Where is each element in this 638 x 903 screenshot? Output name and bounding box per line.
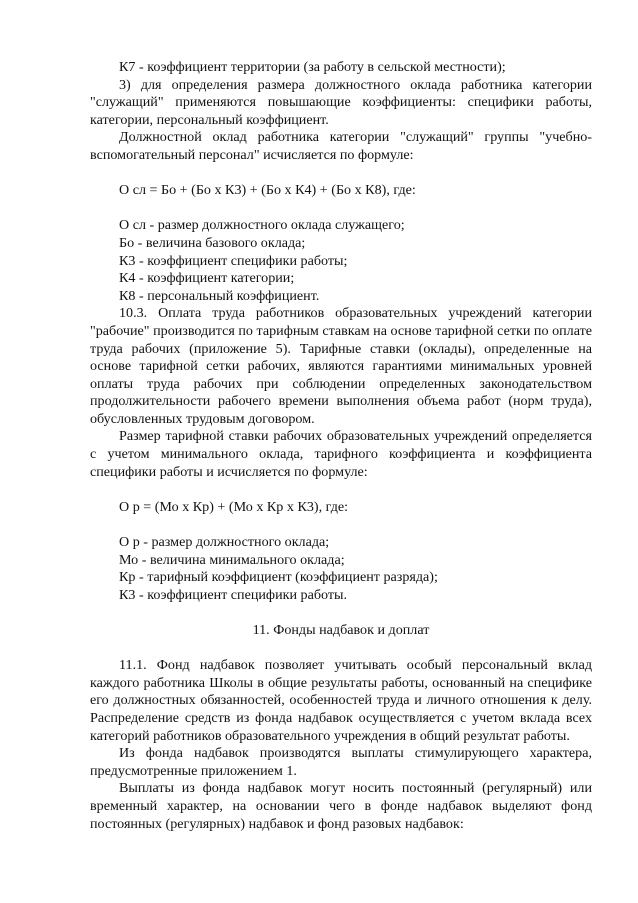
paragraph-10-3: 10.3. Оплата труда работников образовательных учреждений категории "рабочие" производится по тарифным ставкам на основе тарифной сетки по оплате труда рабочих (приложение 5). Тарифные ставки (оклады), определенные на основе тарифной сетки рабочих, являются гарантиями минимальных уровней оплаты труда рабочих при соблюдении определенных законодательством продолжительности рабочего времени выполнения объема работ (норм труда), обусловленных трудовым договором. bbox=[90, 305, 592, 427]
definition-item: К3 - коэффициент специфики работы. bbox=[119, 586, 348, 603]
spacer bbox=[90, 640, 592, 658]
formula-employee-salary: О сл = Бо + (Бо х К3) + (Бо х К4) + (Бо х К8), где: bbox=[119, 182, 416, 199]
section-title: 11. Фонды надбавок и доплат bbox=[252, 622, 430, 638]
paragraph-salary-formula-intro: Должностной оклад работника категории "служащий" группы "учебно-вспомогательный персонал" исчисляется по формуле: bbox=[90, 129, 592, 163]
definition-item: О сл - размер должностного оклада служащего; bbox=[119, 217, 405, 234]
paragraph-tariff-rate: Размер тарифной ставки рабочих образовательных учреждений определяется с учетом минимального оклада, тарифного коэффициента и коэффициента специфики работы и исчисляется по формуле: bbox=[90, 428, 592, 480]
formula-worker-rate: О р = (Мо х Кр) + (Мо х Кр х К3), где: bbox=[119, 498, 349, 515]
document-page bbox=[90, 59, 592, 833]
paragraph-coefficients: 3) для определения размера должностного оклада работника категории "служащий" применяются повышающие коэффициенты: специфики работы, категории, персональный коэффициент. bbox=[90, 76, 592, 128]
definition-item: Мо - величина минимального оклада; bbox=[119, 551, 345, 568]
definition-item: К3 - коэффициент специфики работы; bbox=[119, 252, 348, 269]
spacer bbox=[90, 516, 592, 534]
paragraph-payments: Выплаты из фонда надбавок могут носить постоянный (регулярный) или временный характер, на основании чего в фонде надбавок выделяют фонд постоянных (регулярных) надбавок и фонд разовых надбавок: bbox=[90, 780, 592, 832]
definition-item: Кр - тарифный коэффициент (коэффициент разряда); bbox=[119, 569, 438, 586]
definition-item: Бо - величина базового оклада; bbox=[119, 234, 306, 251]
paragraph-11-1: 11.1. Фонд надбавок позволяет учитывать особый персональный вклад каждого работника Школы в общие результаты работы, основанный на специфике его должностных обязанностей, особенностей труда и личного отношения к делу. Распределение средств из фонда надбавок осуществляется с учетом вклада всех категорий работников образовательного учреждения в общий результат работы. bbox=[90, 657, 592, 744]
definition-item: К8 - персональный коэффициент. bbox=[119, 287, 320, 304]
paragraph-k7: К7 - коэффициент территории (за работу в сельской местности); bbox=[119, 59, 506, 75]
spacer bbox=[90, 604, 592, 622]
paragraph-bonus-fund: Из фонда надбавок производятся выплаты стимулирующего характера, предусмотренные приложением 1. bbox=[90, 745, 592, 779]
spacer bbox=[90, 165, 592, 183]
definition-item: К4 - коэффициент категории; bbox=[119, 270, 295, 287]
definition-item: О р - размер должностного оклада; bbox=[119, 534, 330, 551]
spacer bbox=[90, 481, 592, 499]
spacer bbox=[90, 200, 592, 218]
